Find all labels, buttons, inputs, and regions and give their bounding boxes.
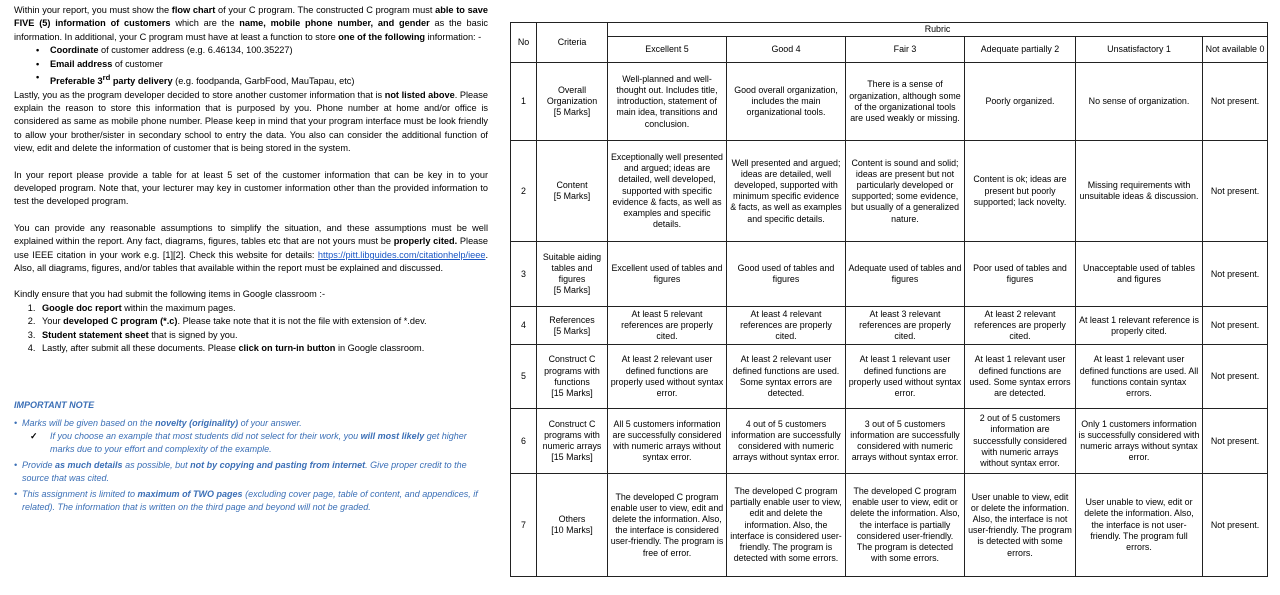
rubric-cell: Poorly organized. (965, 63, 1076, 141)
rubric-cell: At least 1 relevant user defined functions are properly used without syntax error. (846, 345, 965, 409)
rubric-cell: No sense of organization. (1076, 63, 1203, 141)
row-number: 6 (511, 409, 537, 474)
rubric-cell: 3 out of 5 customers information are successfully considered with numeric arrays without syntax error. (846, 409, 965, 474)
rubric-cell: The developed C program enable user to view, edit and delete the information. Also, the interface is considered user-friendly. The program is free of error. (608, 474, 727, 577)
bullet-coordinate: • Coordinate of customer address (e.g. 6.46134, 100.35227) (36, 44, 488, 57)
rubric-row (511, 345, 1268, 409)
row-criteria: Suitable aiding tables and figures [5 Marks] (537, 242, 608, 307)
rubric-row (511, 141, 1268, 242)
rubric-row (511, 474, 1268, 577)
rubric-cell: 2 out of 5 customers information are successfully considered with numeric arrays without syntax error. (965, 409, 1076, 474)
ieee-citation-link[interactable]: https://pitt.libguides.com/citationhelp/ieee (317, 249, 486, 260)
submit-item: 4. Lastly, after submit all these documents. Please click on turn-in button in Google classroom. (38, 342, 488, 355)
row-number: 4 (511, 307, 537, 345)
rubric-row (511, 409, 1268, 474)
row-criteria: Overall Organization [5 Marks] (537, 63, 608, 141)
rubric-cell: Adequate used of tables and figures (846, 242, 965, 307)
header-level: Excellent 5 (608, 37, 727, 63)
rubric-cell: 4 out of 5 customers information are successfully considered with numeric arrays without syntax error. (727, 409, 846, 474)
report-table-paragraph: In your report please provide a table for at least 5 set of the customer information that can be key in to your developed program. Note that, your lecturer may key in customer information other than the provided information to test the developed program. (14, 169, 488, 207)
important-note-title: IMPORTANT NOTE (14, 400, 95, 411)
rubric-cell: At least 1 relevant user defined functions are used. All functions contain syntax errors. (1076, 345, 1203, 409)
rubric-cell: There is a sense of organization, although some of the organizational tools are used weakly or missing. (846, 63, 965, 141)
rubric-cell: At least 3 relevant references are properly cited. (846, 307, 965, 345)
rubric-row (511, 63, 1268, 141)
note-page-limit: • This assignment is limited to maximum of TWO pages (excluding cover page, table of content, and appendices, if related). The information that is written on the third page and beyond will not be graded. (14, 489, 478, 513)
rubric-cell: Well-planned and well-thought out. Includes title, introduction, statement of main idea, transitions and conclusion. (608, 63, 727, 141)
rubric-cell: Only 1 customers information is successfully considered with numeric arrays without syntax error. (1076, 409, 1203, 474)
rubric-cell: Not present. (1203, 307, 1268, 345)
checkmark-icon: ✓ (30, 431, 38, 442)
header-level: Fair 3 (846, 37, 965, 63)
rubric-cell: At least 2 relevant user defined functions are properly used without syntax error. (608, 345, 727, 409)
rubric-cell: At least 4 relevant references are properly cited. (727, 307, 846, 345)
submit-item: 1. Google doc report within the maximum pages. (38, 302, 488, 315)
header-no: No (511, 23, 537, 63)
rubric-cell: All 5 customers information are successfully considered with numeric arrays without syntax error. (608, 409, 727, 474)
row-number: 3 (511, 242, 537, 307)
rubric-cell: Not present. (1203, 63, 1268, 141)
row-criteria: Construct C programs with numeric arrays [15 Marks] (537, 409, 608, 474)
header-level: Unsatisfactory 1 (1076, 37, 1203, 63)
header-level: Adequate partially 2 (965, 37, 1076, 63)
rubric-cell: Missing requirements with unsuitable ideas & discussion. (1076, 141, 1203, 242)
submit-item: 3. Student statement sheet that is signed by you. (38, 329, 488, 342)
row-number: 1 (511, 63, 537, 141)
rubric-cell: Good overall organization, includes the main organizational tools. (727, 63, 846, 141)
rubric-row (511, 307, 1268, 345)
intro-paragraph: Within your report, you must show the flow chart of your C program. The constructed C program must able to save FIVE (5) information of customers which are the name, mobile phone number, and gender as the basic information. In additional, your C program must have at least a function to store one of the following information: - (14, 5, 489, 42)
info-options-list (14, 44, 488, 88)
rubric-row (511, 242, 1268, 307)
note-novelty-detail: ✓ If you choose an example that most students did not select for their work, you will most likely get higher marks due to your effort and complexity of the example. (30, 431, 467, 455)
header-level: Good 4 (727, 37, 846, 63)
rubric-cell: At least 1 relevant reference is properly cited. (1076, 307, 1203, 345)
header-criteria: Criteria (537, 23, 608, 63)
rubric-cell: Not present. (1203, 474, 1268, 577)
row-criteria: Construct C programs with functions [15 Marks] (537, 345, 608, 409)
submit-intro: Kindly ensure that you had submit the following items in Google classroom :- (14, 289, 325, 300)
note-novelty: • Marks will be given based on the novelty (originality) of your answer. (14, 418, 302, 429)
submit-item: 2. Your developed C program (*.c). Please take note that it is not the file with extension of *.dev. (38, 315, 488, 328)
rubric-table (510, 22, 1268, 577)
important-note (14, 399, 488, 514)
bullet-delivery: • Preferable 3rd party delivery (e.g. foodpanda, GarbFood, MauTapau, etc) (36, 71, 488, 88)
rubric-cell: At least 2 relevant user defined functions are used. Some syntax errors are detected. (727, 345, 846, 409)
assignment-instructions (14, 4, 488, 514)
rubric-cell: Not present. (1203, 345, 1268, 409)
lastly-paragraph: Lastly, you as the program developer decided to store another customer information that is not listed above. Please explain the reason to store this information that is purposed by you. Phone number at home and/or office is considered as same as mobile phone number. Please keep in mind that your program interface must be look friendly to allow your brother/sister in secondary school to entry the data. You also can consider the additional function of view, edit and delete the information of customer that is being stored in the system. (14, 89, 488, 154)
rubric-cell: Poor used of tables and figures (965, 242, 1076, 307)
rubric-cell: Not present. (1203, 141, 1268, 242)
assumptions-paragraph: You can provide any reasonable assumptions to simplify the situation, and these assumptions must be well explained within the report. Any fact, diagrams, figures, tables etc that are not yours must be properly cited. Please use IEEE citation in your work e.g. [1][2]. Check this website for details: https://pitt.libguides.com/citationhelp/ieee. Also, all diagrams, figures, and/or tables that available within the report must be explained and discussed. (14, 222, 488, 273)
rubric-cell: At least 1 relevant user defined functions are used. Some syntax errors are detected. (965, 345, 1076, 409)
rubric-cell: Good used of tables and figures (727, 242, 846, 307)
row-criteria: References [5 Marks] (537, 307, 608, 345)
row-criteria: Content [5 Marks] (537, 141, 608, 242)
rubric-cell: At least 2 relevant references are properly cited. (965, 307, 1076, 345)
row-criteria: Others [10 Marks] (537, 474, 608, 577)
rubric-cell: Content is ok; ideas are present but poorly supported; lack novelty. (965, 141, 1076, 242)
row-number: 7 (511, 474, 537, 577)
header-level: Not available 0 (1203, 37, 1268, 63)
rubric-cell: Excellent used of tables and figures (608, 242, 727, 307)
rubric-cell: The developed C program partially enable user to view, edit and delete the information. Also, the interface is considered user-friendly. The program is detected with some errors. (727, 474, 846, 577)
rubric-cell: Exceptionally well presented and argued; ideas are detailed, well developed, supported with specific evidence & facts, as well as examples and specific details. (608, 141, 727, 242)
rubric-cell: User unable to view, edit or delete the information. Also, the interface is not user-friendly. The program is detected with some errors. (965, 474, 1076, 577)
row-number: 2 (511, 141, 537, 242)
note-details: • Provide as much details as possible, but not by copying and pasting from internet. Give proper credit to the source that was cited. (14, 460, 467, 484)
rubric-cell: Unacceptable used of tables and figures (1076, 242, 1203, 307)
header-rubric: Rubric (608, 23, 1268, 37)
rubric-cell: Not present. (1203, 409, 1268, 474)
rubric-cell: The developed C program enable user to view, edit or delete the information. Also, the interface is partially considered user-friendly. The program is detected with some errors. (846, 474, 965, 577)
rubric-cell: User unable to view, edit or delete the information. Also, the interface is not user-friendly. The program full errors. (1076, 474, 1203, 577)
rubric-cell: At least 5 relevant references are properly cited. (608, 307, 727, 345)
rubric-cell: Well presented and argued; ideas are detailed, well developed, supported with minimum specific evidence & facts, as well as examples and specific details. (727, 141, 846, 242)
rubric-cell: Content is sound and solid; ideas are present but not particularly developed or supported; some evidence, but usually of a generalized nature. (846, 141, 965, 242)
submit-items-list (14, 302, 488, 356)
bullet-email: • Email address of customer (36, 58, 488, 71)
row-number: 5 (511, 345, 537, 409)
rubric-cell: Not present. (1203, 242, 1268, 307)
